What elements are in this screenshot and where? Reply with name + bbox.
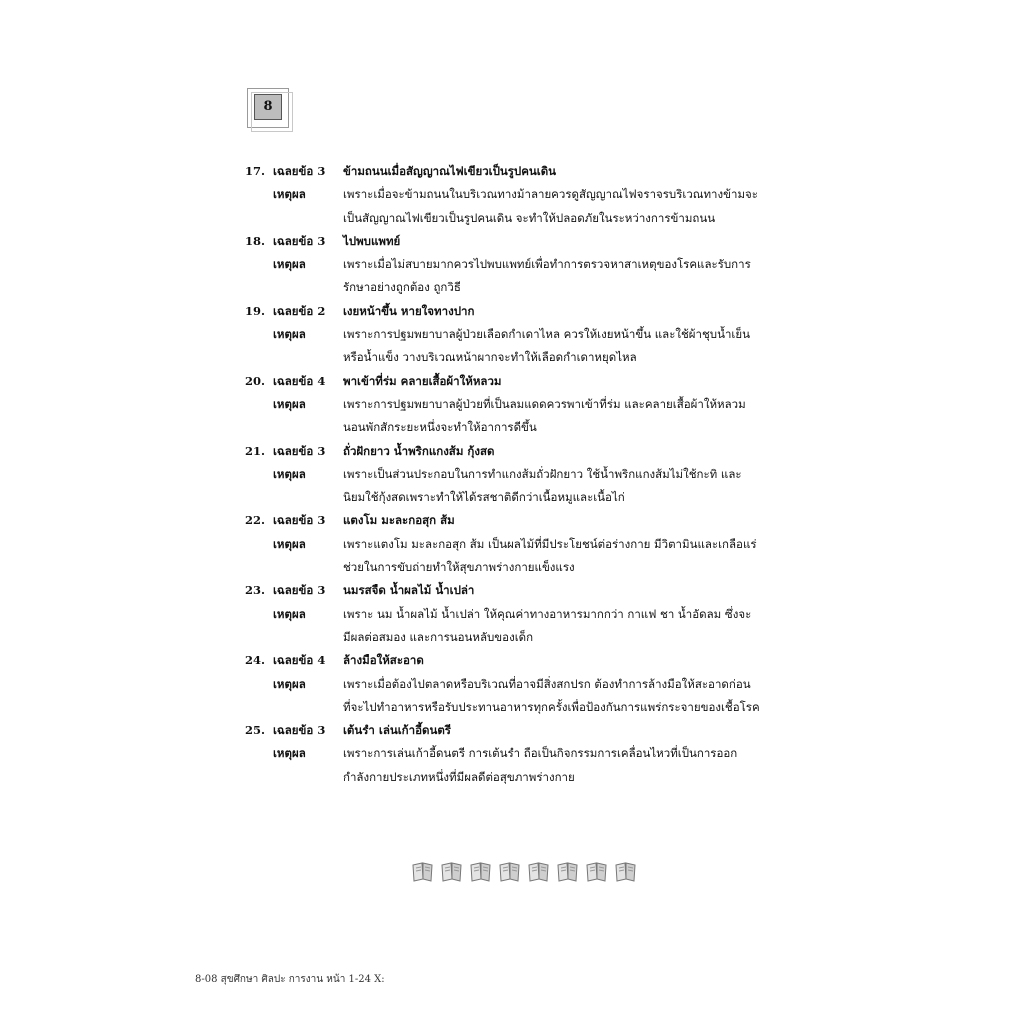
answer-label: เฉลยข้อ 4 — [273, 373, 326, 388]
reason-row — [245, 463, 785, 486]
book-icon — [497, 860, 523, 884]
reason-label: เหตุผล — [273, 536, 306, 551]
reason-row — [245, 696, 785, 719]
answer-label: เฉลยข้อ 4 — [273, 653, 326, 668]
reason-row — [245, 742, 785, 765]
answer-label: เฉลยข้อ 3 — [273, 583, 326, 598]
page-footer: 8-08 สุขศึกษา ศิลปะ การงาน หน้า 1-24 X: — [195, 974, 385, 985]
reason-text: เพราะเมื่อไม่สบายมากควรไปพบแพทย์เพื่อทำการตรวจหาสาเหตุของโรคและรับการ — [343, 257, 751, 272]
answer-row — [245, 719, 785, 742]
book-icon — [584, 860, 610, 884]
reason-row — [245, 253, 785, 276]
reason-text: เพราะเมื่อต้องไปตลาดหรือบริเวณที่อาจมีสิ่งสกปรก ต้องทำการล้างมือให้สะอาดก่อน — [343, 676, 751, 691]
answer-label: เฉลยข้อ 3 — [273, 513, 326, 528]
reason-text: เพราะแตงโม มะละกอสุก ส้ม เป็นผลไม้ที่มีประโยชน์ต่อร่างกาย มีวิตามินและเกลือแร่ — [343, 536, 757, 551]
reason-text: เพราะเป็นส่วนประกอบในการทำแกงส้มถั่วฝักยาว ใช้น้ำพริกแกงส้มไม่ใช้กะทิ และ — [343, 466, 742, 481]
reason-row — [245, 276, 785, 299]
reason-row — [245, 183, 785, 206]
reason-text: เพราะการเล่นเก้าอี้ดนตรี การเต้นรำ ถือเป็นกิจกรรมการเคลื่อนไหวที่เป็นการออก — [343, 746, 738, 761]
item-number: 23. — [245, 583, 266, 598]
book-icon — [555, 860, 581, 884]
reason-label: เหตุผล — [273, 606, 306, 621]
reason-row — [245, 626, 785, 649]
book-icon — [468, 860, 494, 884]
answer-row — [245, 230, 785, 253]
reason-row — [245, 603, 785, 626]
answer-row — [245, 649, 785, 672]
reason-row — [245, 393, 785, 416]
reason-row — [245, 766, 785, 789]
answer-label: เฉลยข้อ 2 — [273, 303, 326, 318]
answer-label: เฉลยข้อ 3 — [273, 164, 326, 178]
reason-row — [245, 416, 785, 439]
book-icons-divider — [410, 860, 642, 888]
answer-row — [245, 370, 785, 393]
reason-label: เหตุผล — [273, 396, 306, 411]
answer-text: ไปพบแพทย์ — [343, 233, 401, 248]
reason-row — [245, 533, 785, 556]
answer-label: เฉลยข้อ 3 — [273, 723, 326, 738]
item-number: 22. — [245, 513, 266, 528]
reason-row — [245, 486, 785, 509]
item-number: 24. — [245, 653, 266, 668]
reason-label: เหตุผล — [273, 327, 306, 342]
reason-row — [245, 323, 785, 346]
book-icon — [439, 860, 465, 884]
reason-text: เพราะการปฐมพยาบาลผู้ป่วยที่เป็นลมแดดควรพาเข้าที่ร่ม และคลายเสื้อผ้าให้หลวม — [343, 396, 746, 411]
reason-text: เพราะเมื่อจะข้ามถนนในบริเวณทางม้าลายควรดูสัญญาณไฟจราจรบริเวณทางข้ามจะ — [343, 187, 758, 202]
book-icon — [613, 860, 639, 884]
reason-text: เพราะ นม น้ำผลไม้ น้ำเปล่า ให้คุณค่าทางอาหารมากกว่า กาแฟ ชา น้ำอัดลม ซึ่งจะ — [343, 606, 752, 621]
answer-label: เฉลยข้อ 3 — [273, 443, 326, 458]
reason-text: มีผลต่อสมอง และการนอนหลับของเด็ก — [343, 629, 534, 644]
reason-row — [245, 346, 785, 369]
answer-label: เฉลยข้อ 3 — [273, 233, 326, 248]
item-number: 17. — [245, 164, 266, 178]
answer-text: นมรสจืด น้ำผลไม้ น้ำเปล่า — [343, 583, 475, 598]
answer-text: เต้นรำ เล่นเก้าอี้ดนตรี — [343, 723, 451, 738]
reason-label: เหตุผล — [273, 746, 306, 761]
page-number: 8 — [254, 94, 282, 120]
item-number: 19. — [245, 303, 266, 318]
answer-row — [245, 440, 785, 463]
reason-label: เหตุผล — [273, 466, 306, 481]
reason-text: รักษาอย่างถูกต้อง ถูกวิธี — [343, 280, 461, 295]
book-icon — [526, 860, 552, 884]
answer-text: ข้ามถนนเมื่อสัญญาณไฟเขียวเป็นรูปคนเดิน — [343, 164, 557, 178]
book-icon — [410, 860, 436, 884]
reason-row — [245, 556, 785, 579]
answer-row — [245, 579, 785, 602]
reason-label: เหตุผล — [273, 676, 306, 691]
item-number: 20. — [245, 373, 266, 388]
reason-text: ช่วยในการขับถ่ายทำให้สุขภาพร่างกายแข็งแรง — [343, 560, 575, 575]
item-number: 25. — [245, 723, 266, 738]
reason-label: เหตุผล — [273, 187, 306, 202]
reason-row — [245, 673, 785, 696]
answer-text: ล้างมือให้สะอาด — [343, 653, 424, 668]
reason-text: กำลังกายประเภทหนึ่งที่มีผลดีต่อสุขภาพร่างกาย — [343, 769, 575, 784]
answer-row — [245, 300, 785, 323]
answer-text: แตงโม มะละกอสุก ส้ม — [343, 513, 455, 528]
answer-text: ถั่วฝักยาว น้ำพริกแกงส้ม กุ้งสด — [343, 443, 495, 458]
reason-text: ที่จะไปทำอาหารหรือรับประทานอาหารทุกครั้งเพื่อป้องกันการแพร่กระจายของเชื้อโรค — [343, 699, 760, 714]
answer-key-list — [245, 160, 785, 789]
page-number-badge — [247, 88, 291, 134]
reason-text: หรือน้ำแข็ง วางบริเวณหน้าผากจะทำให้เลือดกำเดาหยุดไหล — [343, 350, 637, 365]
answer-row — [245, 509, 785, 532]
reason-text: เป็นสัญญาณไฟเขียวเป็นรูปคนเดิน จะทำให้ปลอดภัยในระหว่างการข้ามถนน — [343, 210, 716, 225]
answer-text: พาเข้าที่ร่ม คลายเสื้อผ้าให้หลวม — [343, 373, 502, 388]
item-number: 21. — [245, 443, 266, 458]
reason-label: เหตุผล — [273, 257, 306, 272]
reason-row — [245, 207, 785, 230]
reason-text: เพราะการปฐมพยาบาลผู้ป่วยเลือดกำเดาไหล ควรให้เงยหน้าขึ้น และใช้ผ้าชุบน้ำเย็น — [343, 327, 750, 342]
answer-row — [245, 160, 785, 183]
answer-text: เงยหน้าขึ้น หายใจทางปาก — [343, 303, 475, 318]
item-number: 18. — [245, 233, 266, 248]
reason-text: นิยมใช้กุ้งสดเพราะทำให้ได้รสชาติดีกว่าเนื้อหมูและเนื้อไก่ — [343, 490, 625, 505]
reason-text: นอนพักสักระยะหนึ่งจะทำให้อาการดีขึ้น — [343, 420, 537, 435]
